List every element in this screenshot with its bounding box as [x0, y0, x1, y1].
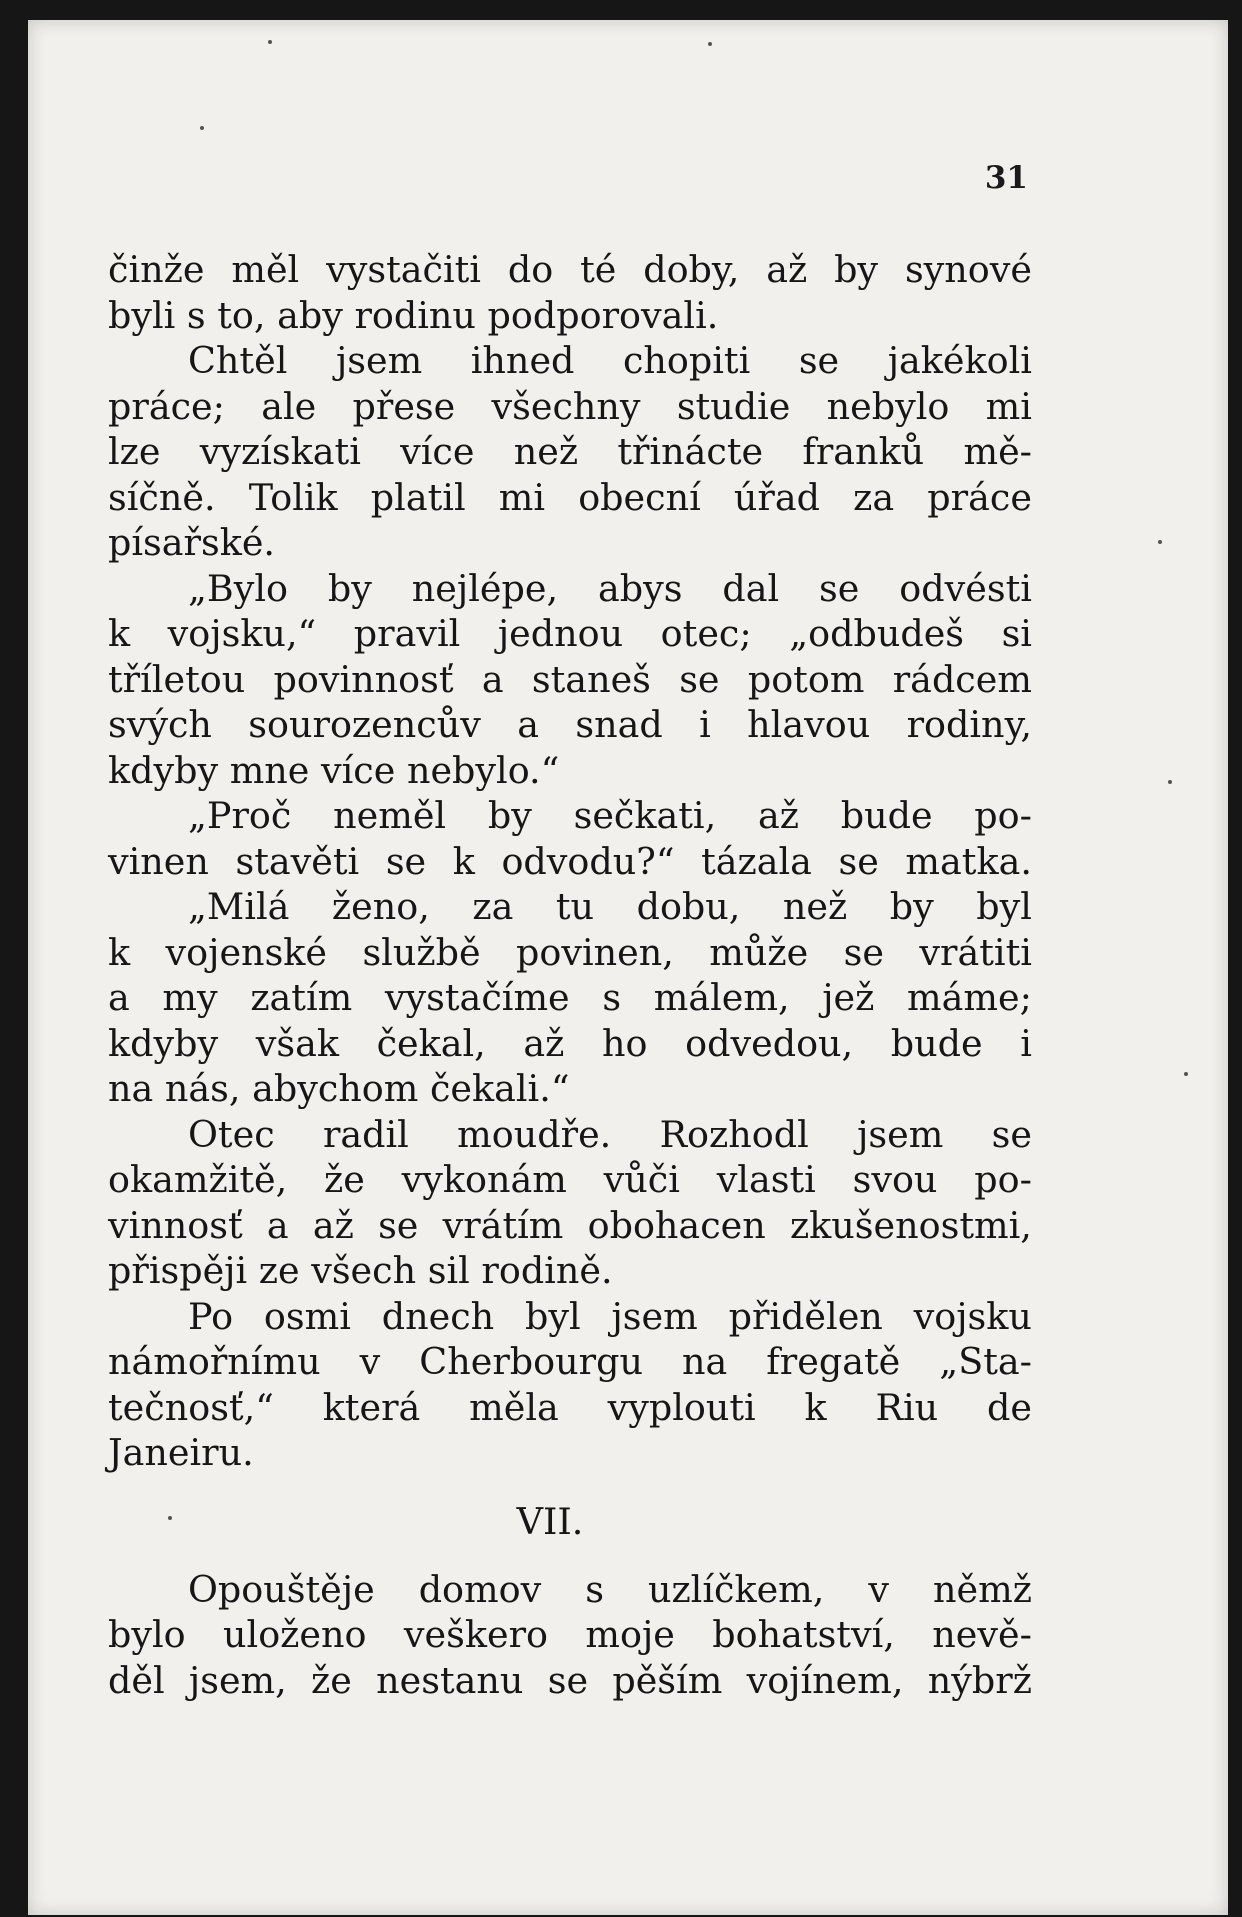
text-line: svých sourozencův a snad i hlavou rodiny,	[108, 703, 1032, 746]
text-line: vinen stavěti se k odvodu?“ tázala se matka.	[108, 839, 1032, 883]
text-line: na nás, abychom čekali.“	[108, 1067, 570, 1110]
text-line: okamžitě, že vykonám vůči vlasti svou po-	[108, 1158, 1032, 1201]
text-line: bylo uloženo veškero moje bohatství, nevě-	[108, 1613, 1032, 1656]
text-line: „Milá ženo, za tu dobu, než by byl	[188, 885, 1032, 928]
chapter-heading: VII.	[516, 1499, 584, 1543]
scan-speck	[200, 126, 204, 130]
text-line: kdyby však čekal, až ho odvedou, bude i	[108, 1021, 1032, 1065]
scan-speck	[708, 42, 712, 46]
page-text	[108, 247, 1032, 1703]
body-paragraphs	[108, 247, 1032, 1476]
text-line: „Bylo by nejlépe, abys dal se odvésti	[188, 566, 1032, 610]
text-line: děl jsem, že nestanu se pěším vojínem, nýbrž	[108, 1658, 1032, 1702]
chapter-paragraph	[108, 1567, 1032, 1704]
text-line: písařské.	[108, 521, 276, 564]
text-line: Chtěl jsem ihned chopiti se jakékoli	[188, 339, 1032, 382]
text-line: a my zatím vystačíme s málem, jež máme;	[108, 976, 1032, 1019]
text-line: síčně. Tolik platil mi obecní úřad za práce	[108, 475, 1032, 519]
text-line: námořnímu v Cherbourgu na fregatě „Sta-	[108, 1340, 1032, 1383]
text-line: Janeiru.	[108, 1431, 254, 1474]
text-line: Opouštěje domov s uzlíčkem, v němž	[188, 1567, 1032, 1611]
scan-speck	[168, 1516, 172, 1520]
scan-speck	[1184, 1072, 1188, 1076]
text-line: kdyby mne více nebylo.“	[108, 748, 560, 792]
text-line: tečnosť,“ která měla vyplouti k Riu de	[108, 1385, 1032, 1429]
scan-speck	[1158, 540, 1162, 544]
text-line: „Proč neměl by sečkati, až bude po-	[188, 794, 1032, 837]
text-line: činže měl vystačiti do té doby, až by synové	[108, 248, 1032, 291]
scan-speck	[1168, 780, 1172, 784]
text-line: k vojenské službě povinen, může se vrátiti	[108, 930, 1032, 974]
book-page	[28, 20, 1228, 1915]
text-line: Po osmi dnech byl jsem přidělen vojsku	[188, 1294, 1032, 1338]
page-number: 31	[984, 160, 1028, 196]
text-line: k vojsku,“ pravil jednou otec; „odbudeš si	[108, 612, 1032, 655]
text-line: přispěji ze všech sil rodině.	[108, 1249, 613, 1292]
text-line: práce; ale přese všechny studie nebylo mi	[108, 384, 1032, 428]
text-line: tříletou povinnosť a staneš se potom rádcem	[108, 657, 1032, 701]
text-line: lze vyzískati více než třinácte franků mě-	[108, 430, 1032, 473]
text-line: Otec radil moudře. Rozhodl jsem se	[188, 1112, 1032, 1156]
text-line: byli s to, aby rodinu podporovali.	[108, 293, 719, 337]
scan-speck	[268, 40, 272, 44]
text-line: vinnosť a až se vrátím obohacen zkušenostmi,	[108, 1203, 1032, 1247]
